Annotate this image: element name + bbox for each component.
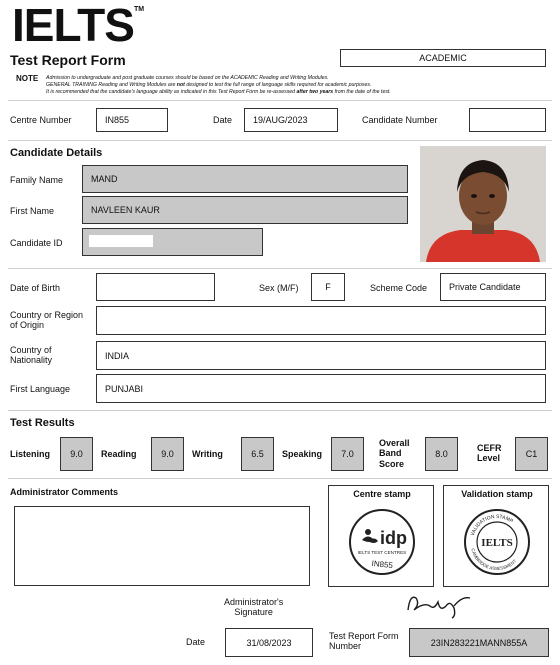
- candidate-number-label: Candidate Number: [362, 115, 438, 125]
- administrator-comments-label: Administrator Comments: [10, 487, 119, 497]
- idp-centre-code-text: IN855: [371, 558, 394, 571]
- issue-date-field: 31/08/2023: [225, 628, 313, 657]
- module-field: [340, 49, 546, 67]
- reading-score: 9.0: [151, 437, 184, 471]
- divider: [8, 478, 552, 479]
- divider: [8, 140, 552, 141]
- first-name-label: First Name: [10, 206, 55, 216]
- divider: [8, 410, 552, 411]
- validation-stamp-label: Validation stamp: [461, 489, 533, 499]
- module-value: ACADEMIC: [419, 53, 467, 63]
- first-language-field: PUNJABI: [96, 374, 546, 403]
- centre-stamp-box: [328, 485, 434, 587]
- test-results-heading: Test Results: [10, 417, 75, 429]
- validation-ring-bottom-text: CAMBRIDGE ASSESSMENT: [470, 547, 518, 572]
- divider: [8, 268, 552, 269]
- trademark-mark: TM: [134, 6, 145, 13]
- family-name-field: MAND: [82, 165, 408, 193]
- writing-label: Writing: [192, 449, 223, 459]
- form-title: Test Report Form: [10, 52, 126, 68]
- country-of-origin-label: Country or Region of Origin: [10, 310, 84, 331]
- validation-brand-text: IELTS: [481, 537, 513, 549]
- centre-number-label: Centre Number: [10, 115, 72, 125]
- scheme-code-label: Scheme Code: [370, 283, 428, 293]
- centre-number-field: IN855: [96, 108, 168, 132]
- nationality-field: INDIA: [96, 341, 546, 370]
- administrator-comments-field: [14, 506, 310, 586]
- overall-band-score: 8.0: [425, 437, 458, 471]
- first-name-field: NAVLEEN KAUR: [82, 196, 408, 224]
- ielts-logo: IELTS: [12, 0, 134, 51]
- speaking-score: 7.0: [331, 437, 364, 471]
- administrator-signature-image: [404, 588, 474, 620]
- cefr-level-label: CEFR Level: [477, 443, 502, 464]
- sex-field: F: [311, 273, 345, 301]
- note-line-3: It is recommended that the candidate's language ability as indicated in this Test Report Form be re-assessed after two years from the date of the test.: [46, 89, 391, 96]
- first-language-label: First Language: [10, 384, 71, 394]
- validation-stamp-box: [443, 485, 549, 587]
- idp-stamp-icon: [346, 506, 418, 578]
- note-line-2: GENERAL TRAINING Reading and Writing Modules are not designed to test the full range of language skills required for academic purposes.: [46, 82, 372, 89]
- note-line-1: Admission to undergraduate and post graduate courses should be based on the ACADEMIC Reading and Writing Modules.: [46, 75, 329, 81]
- trf-number-label: Test Report Form Number: [329, 631, 399, 652]
- validation-seal-icon: [463, 506, 531, 576]
- cefr-level-score: C1: [515, 437, 548, 471]
- divider: [8, 100, 552, 101]
- administrator-signature-label: Administrator's Signature: [224, 597, 284, 618]
- centre-stamp-label: Centre stamp: [353, 489, 411, 499]
- validation-ring-top-text: VALIDATION STAMP: [469, 513, 515, 537]
- writing-score: 6.5: [241, 437, 274, 471]
- reading-label: Reading: [101, 449, 137, 459]
- issue-date-label: Date: [186, 637, 206, 647]
- portrait-image: [420, 146, 546, 262]
- overall-band-label: Overall Band Score: [379, 438, 410, 469]
- test-date-field: 19/AUG/2023: [244, 108, 338, 132]
- candidate-id-label: Candidate ID: [10, 238, 63, 248]
- scheme-code-field: Private Candidate: [440, 273, 546, 301]
- candidate-number-field: [469, 108, 546, 132]
- listening-label: Listening: [10, 449, 50, 459]
- candidate-id-redaction: [89, 235, 153, 247]
- country-of-origin-field: [96, 306, 546, 335]
- candidate-details-heading: Candidate Details: [10, 147, 103, 159]
- candidate-id-field: [82, 228, 263, 256]
- candidate-photo: [420, 146, 546, 262]
- date-label: Date: [213, 115, 233, 125]
- idp-subtitle-text: IELTS TEST CENTRES: [357, 550, 407, 555]
- nationality-label: Country of Nationality: [10, 345, 53, 366]
- trf-number-field: 23IN283221MANN855A: [409, 628, 549, 657]
- speaking-label: Speaking: [282, 449, 323, 459]
- idp-brand-text: idp: [380, 528, 407, 548]
- date-of-birth-label: Date of Birth: [10, 283, 61, 293]
- date-of-birth-field: [96, 273, 215, 301]
- family-name-label: Family Name: [10, 175, 64, 185]
- note-text: [46, 75, 546, 96]
- sex-label: Sex (M/F): [259, 283, 299, 293]
- note-label: NOTE: [16, 74, 39, 83]
- listening-score: 9.0: [60, 437, 93, 471]
